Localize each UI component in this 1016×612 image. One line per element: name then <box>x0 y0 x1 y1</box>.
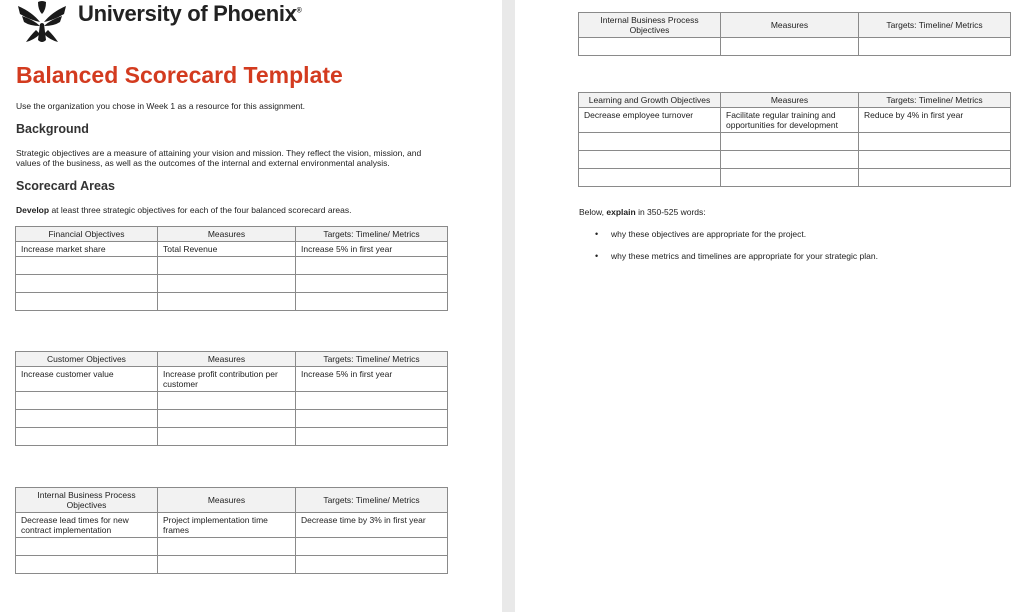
column-header: Measures <box>158 352 296 367</box>
document-title: Balanced Scorecard Template <box>16 62 343 88</box>
table-cell[interactable] <box>296 428 448 446</box>
table-cell[interactable]: Reduce by 4% in first year <box>859 108 1011 133</box>
explain-bullet-list <box>579 229 878 273</box>
table-cell[interactable]: Decrease lead times for new contract implementation <box>16 513 158 538</box>
table-cell[interactable] <box>721 151 859 169</box>
table-cell[interactable] <box>296 293 448 311</box>
table-cell[interactable] <box>296 556 448 574</box>
table-row-empty <box>16 293 448 311</box>
table-row-empty <box>579 151 1011 169</box>
table-cell[interactable] <box>158 556 296 574</box>
table-cell[interactable] <box>16 257 158 275</box>
table-row-empty <box>16 556 448 574</box>
table-row <box>16 367 448 392</box>
column-header: Internal Business Process Objectives <box>16 488 158 513</box>
table-cell[interactable] <box>859 169 1011 187</box>
table-header-row <box>579 93 1011 108</box>
logo-text: University of Phoenix® <box>78 1 302 26</box>
table-cell[interactable] <box>721 38 859 56</box>
table-cell[interactable] <box>721 169 859 187</box>
customer-objectives-table <box>15 351 448 446</box>
internal-process-objectives-table-continued <box>578 12 1011 56</box>
table-cell[interactable] <box>579 151 721 169</box>
table-header-row <box>16 352 448 367</box>
table-row-empty <box>16 538 448 556</box>
table-cell[interactable] <box>296 410 448 428</box>
table-row-empty <box>16 275 448 293</box>
scorecard-heading: Scorecard Areas <box>16 179 115 193</box>
table-cell[interactable] <box>158 428 296 446</box>
table-cell[interactable] <box>16 410 158 428</box>
table-row-empty <box>579 169 1011 187</box>
table-cell[interactable]: Facilitate regular training and opportunities for development <box>721 108 859 133</box>
table-cell[interactable] <box>579 133 721 151</box>
column-header: Financial Objectives <box>16 227 158 242</box>
table-cell[interactable] <box>16 275 158 293</box>
intro-text: Use the organization you chose in Week 1 as a resource for this assignment. <box>16 101 305 111</box>
table-cell[interactable] <box>296 392 448 410</box>
column-header: Targets: Timeline/ Metrics <box>859 13 1011 38</box>
table-cell[interactable] <box>158 257 296 275</box>
table-cell[interactable]: Decrease employee turnover <box>579 108 721 133</box>
column-header: Learning and Growth Objectives <box>579 93 721 108</box>
financial-objectives-table <box>15 226 448 311</box>
table-row-empty <box>16 392 448 410</box>
table-row-empty <box>16 257 448 275</box>
table-cell[interactable] <box>158 392 296 410</box>
table-cell[interactable] <box>296 257 448 275</box>
table-cell[interactable] <box>158 538 296 556</box>
table-cell[interactable]: Decrease time by 3% in first year <box>296 513 448 538</box>
table-cell[interactable]: Increase market share <box>16 242 158 257</box>
table-cell[interactable]: Increase customer value <box>16 367 158 392</box>
table-row-empty <box>16 428 448 446</box>
table-cell[interactable] <box>859 133 1011 151</box>
table-cell[interactable]: Increase 5% in first year <box>296 367 448 392</box>
column-header: Targets: Timeline/ Metrics <box>296 352 448 367</box>
table-header-row <box>16 227 448 242</box>
table-row-empty <box>579 133 1011 151</box>
table-header-row <box>579 13 1011 38</box>
table-cell[interactable] <box>16 538 158 556</box>
table-cell[interactable] <box>579 38 721 56</box>
table-cell[interactable] <box>16 293 158 311</box>
table-cell[interactable] <box>16 428 158 446</box>
table-cell[interactable]: Increase profit contribution per customer <box>158 367 296 392</box>
table-row-empty <box>579 38 1011 56</box>
table-cell[interactable] <box>296 538 448 556</box>
column-header: Measures <box>158 227 296 242</box>
column-header: Internal Business Process Objectives <box>579 13 721 38</box>
list-item: • why these objectives are appropriate for the project. <box>579 229 878 251</box>
table-cell[interactable]: Project implementation time frames <box>158 513 296 538</box>
table-cell[interactable] <box>579 169 721 187</box>
background-text: Strategic objectives are a measure of attaining your vision and mission. They reflect the vision, mission, and values of the business, as well as the outcomes of the internal and external environmental analysis. <box>16 148 422 168</box>
column-header: Targets: Timeline/ Metrics <box>296 488 448 513</box>
column-header: Targets: Timeline/ Metrics <box>859 93 1011 108</box>
table-cell[interactable] <box>158 293 296 311</box>
table-cell[interactable] <box>16 556 158 574</box>
table-header-row <box>16 488 448 513</box>
table-cell[interactable] <box>859 151 1011 169</box>
table-cell[interactable] <box>16 392 158 410</box>
table-cell[interactable]: Total Revenue <box>158 242 296 257</box>
column-header: Measures <box>721 13 859 38</box>
table-row <box>579 108 1011 133</box>
internal-process-objectives-table <box>15 487 448 574</box>
phoenix-logo-icon <box>16 0 68 44</box>
table-cell[interactable] <box>721 133 859 151</box>
table-cell[interactable] <box>158 410 296 428</box>
table-cell[interactable]: Increase 5% in first year <box>296 242 448 257</box>
learning-growth-objectives-table <box>578 92 1011 187</box>
table-cell[interactable] <box>158 275 296 293</box>
table-row <box>16 242 448 257</box>
table-cell[interactable] <box>859 38 1011 56</box>
list-item: • why these metrics and timelines are appropriate for your strategic plan. <box>579 251 878 273</box>
column-header: Customer Objectives <box>16 352 158 367</box>
table-row-empty <box>16 410 448 428</box>
document-page-1 <box>0 0 502 612</box>
column-header: Measures <box>158 488 296 513</box>
column-header: Measures <box>721 93 859 108</box>
column-header: Targets: Timeline/ Metrics <box>296 227 448 242</box>
explain-instruction: Below, explain in 350-525 words: <box>579 207 706 217</box>
table-row <box>16 513 448 538</box>
background-heading: Background <box>16 122 89 136</box>
scorecard-instruction: Develop at least three strategic objectives for each of the four balanced scorecard areas. <box>16 205 352 215</box>
table-cell[interactable] <box>296 275 448 293</box>
